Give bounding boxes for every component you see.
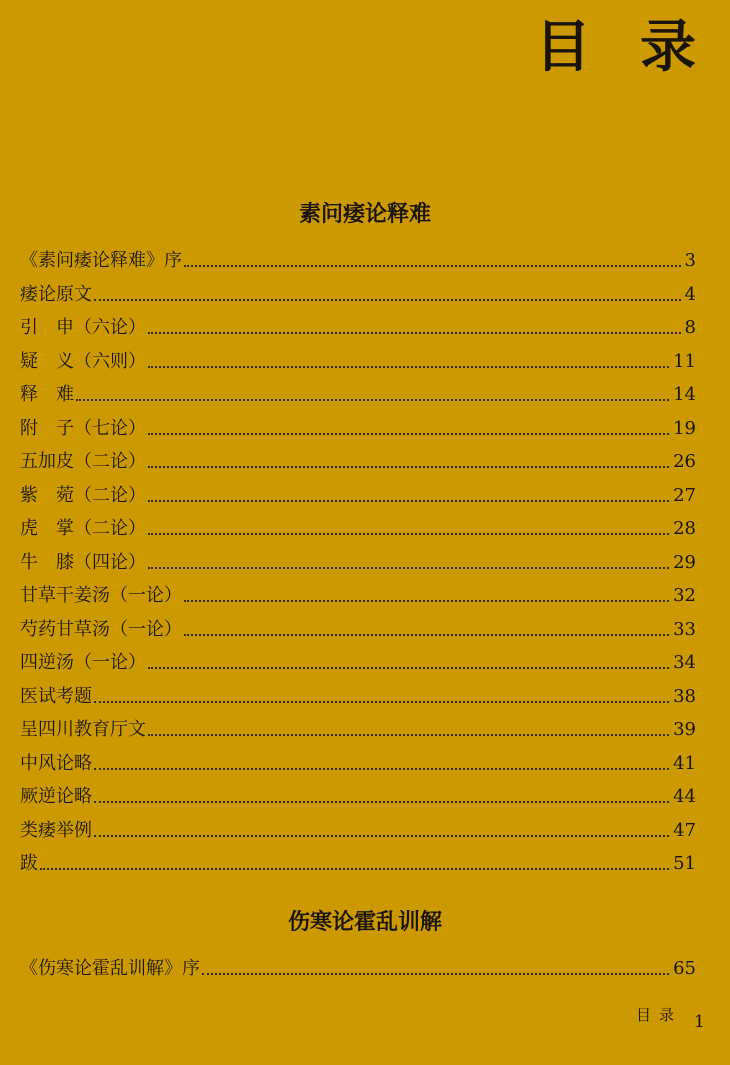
toc-entry-page-number: 32 bbox=[673, 585, 696, 606]
page-title bbox=[0, 12, 730, 82]
toc-entry-title: 厥逆论略 bbox=[20, 786, 92, 807]
toc-entry[interactable] bbox=[20, 684, 696, 710]
toc-entry[interactable] bbox=[20, 483, 696, 509]
toc-entry[interactable] bbox=[20, 751, 696, 777]
toc-entry-page-number: 28 bbox=[673, 518, 696, 539]
toc-entry[interactable] bbox=[20, 315, 696, 341]
toc-entry-title: 医试考题 bbox=[20, 686, 92, 707]
toc-entry-page-number: 3 bbox=[684, 250, 696, 271]
toc-entry-page-number: 39 bbox=[673, 719, 696, 740]
toc-entry[interactable] bbox=[20, 248, 696, 274]
running-footer bbox=[636, 1004, 705, 1034]
toc-entry-page-number: 38 bbox=[673, 686, 696, 707]
toc-entry-title: 附 子（七论） bbox=[20, 418, 146, 439]
toc-entry-page-number: 65 bbox=[673, 958, 696, 979]
dot-leader bbox=[94, 800, 669, 803]
toc-entry-title: 呈四川教育厅文 bbox=[20, 719, 146, 740]
dot-leader bbox=[202, 972, 669, 975]
dot-leader bbox=[148, 465, 669, 468]
dot-leader bbox=[94, 834, 669, 837]
toc-entry-title: 痿论原文 bbox=[20, 284, 92, 305]
dot-leader bbox=[184, 264, 681, 267]
footer-page-number: 1 bbox=[694, 1012, 705, 1032]
page-title-char: 目 bbox=[535, 14, 591, 80]
toc-entry-title: 牛 膝（四论） bbox=[20, 552, 146, 573]
toc-entry[interactable] bbox=[20, 956, 696, 982]
dot-leader bbox=[148, 566, 669, 569]
dot-leader bbox=[148, 365, 669, 368]
toc-entry-title: 引 申（六论） bbox=[20, 317, 146, 338]
dot-leader bbox=[184, 633, 669, 636]
dot-leader bbox=[148, 499, 669, 502]
toc-entry-page-number: 19 bbox=[673, 418, 696, 439]
footer-label: 目录 bbox=[636, 1006, 683, 1024]
toc-entry-page-number: 44 bbox=[673, 786, 696, 807]
toc-entry-title: 中风论略 bbox=[20, 753, 92, 774]
dot-leader bbox=[148, 733, 669, 736]
section-heading: 素问痿论释难 bbox=[298, 202, 431, 227]
toc-entry[interactable] bbox=[20, 617, 696, 643]
toc-entry[interactable] bbox=[20, 784, 696, 810]
toc-entry-page-number: 34 bbox=[673, 652, 696, 673]
toc-entry-page-number: 11 bbox=[673, 351, 696, 372]
toc-entry[interactable] bbox=[20, 717, 696, 743]
dot-leader bbox=[76, 398, 669, 401]
toc-entry-title: 《素问痿论释难》序 bbox=[20, 250, 182, 271]
toc-entry-title: 虎 掌（二论） bbox=[20, 518, 146, 539]
toc-entry-page-number: 41 bbox=[673, 753, 696, 774]
toc-entry-title: 《伤寒论霍乱训解》序 bbox=[20, 958, 200, 979]
dot-leader bbox=[94, 298, 681, 301]
dot-leader bbox=[94, 700, 669, 703]
toc-entry[interactable] bbox=[20, 416, 696, 442]
toc-entry-title: 芍药甘草汤（一论） bbox=[20, 619, 182, 640]
toc-entry-page-number: 14 bbox=[673, 384, 696, 405]
toc-entry-page-number: 27 bbox=[673, 485, 696, 506]
toc-entry[interactable] bbox=[20, 851, 696, 877]
toc-entry-title: 跋 bbox=[20, 853, 38, 874]
page-title-char: 录 bbox=[640, 14, 696, 80]
toc-entry-title: 类痿举例 bbox=[20, 820, 92, 841]
toc-entry-title: 紫 菀（二论） bbox=[20, 485, 146, 506]
toc-entry-page-number: 29 bbox=[673, 552, 696, 573]
dot-leader bbox=[148, 532, 669, 535]
toc-entry[interactable] bbox=[20, 516, 696, 542]
toc-entry-page-number: 4 bbox=[684, 284, 696, 305]
dot-leader bbox=[148, 666, 669, 669]
toc-entry-page-number: 8 bbox=[684, 317, 696, 338]
toc-entry[interactable] bbox=[20, 583, 696, 609]
toc-entry-page-number: 47 bbox=[673, 820, 696, 841]
toc-entry-page-number: 51 bbox=[673, 853, 696, 874]
dot-leader bbox=[148, 432, 669, 435]
toc-entry[interactable] bbox=[20, 650, 696, 676]
dot-leader bbox=[184, 599, 669, 602]
toc-entry-page-number: 33 bbox=[673, 619, 696, 640]
toc-entry-title: 五加皮（二论） bbox=[20, 451, 146, 472]
toc-entry[interactable] bbox=[20, 818, 696, 844]
toc-entry[interactable] bbox=[20, 550, 696, 576]
toc-entry[interactable] bbox=[20, 282, 696, 308]
dot-leader bbox=[40, 867, 669, 870]
toc-entry-title: 甘草干姜汤（一论） bbox=[20, 585, 182, 606]
dot-leader bbox=[148, 331, 681, 334]
toc-entry-title: 四逆汤（一论） bbox=[20, 652, 146, 673]
dot-leader bbox=[94, 767, 669, 770]
toc-entry[interactable] bbox=[20, 382, 696, 408]
toc-entry[interactable] bbox=[20, 449, 696, 475]
toc-entry[interactable] bbox=[20, 349, 696, 375]
section-heading: 伤寒论霍乱训解 bbox=[287, 910, 442, 935]
toc-entry-title: 释 难 bbox=[20, 384, 74, 405]
toc-entry-title: 疑 义（六则） bbox=[20, 351, 146, 372]
toc-entry-page-number: 26 bbox=[673, 451, 696, 472]
